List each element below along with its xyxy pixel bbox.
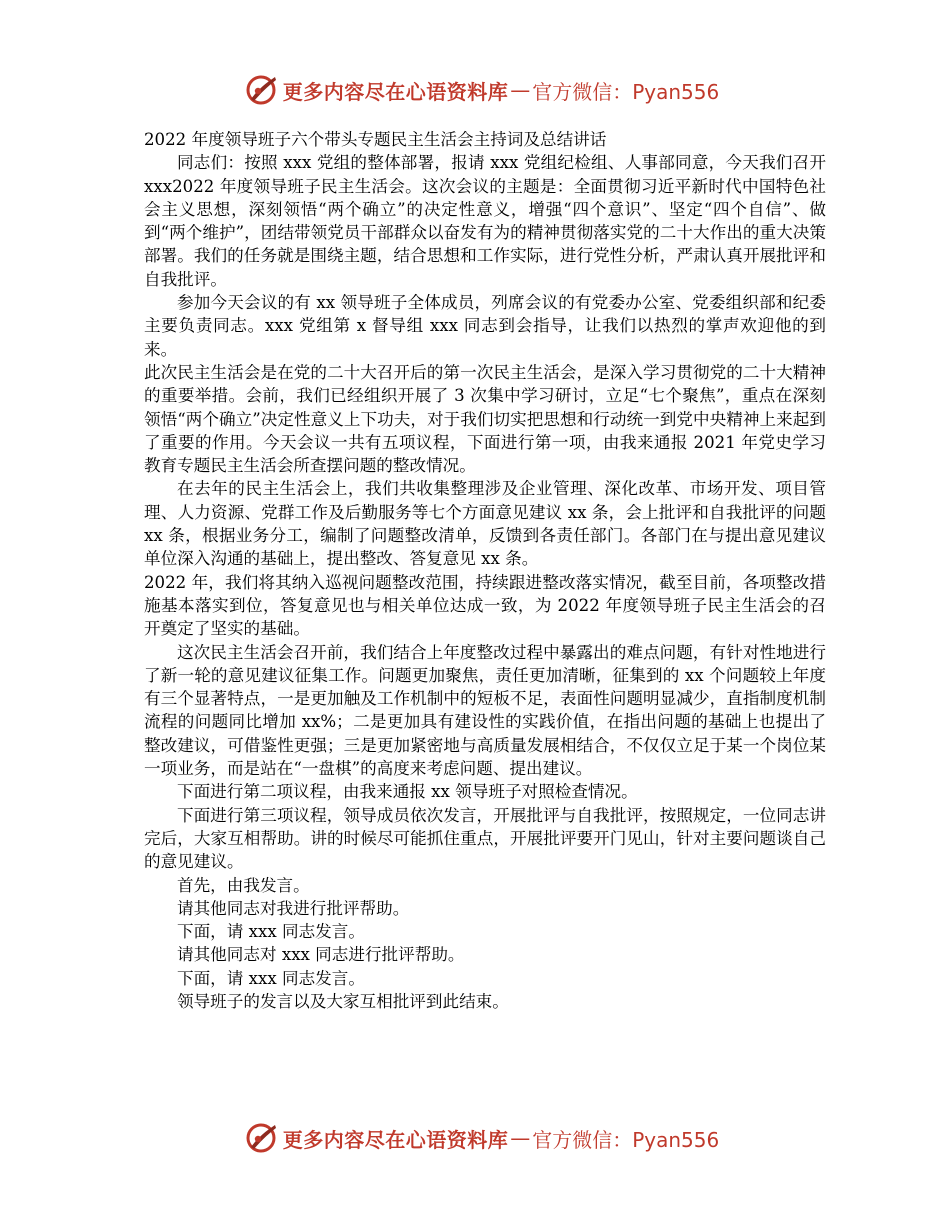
document-title: 2022 年度领导班子六个带头专题民主生活会主持词及总结讲话 <box>144 130 607 149</box>
paragraph: 同志们：按照 xxx 党组的整体部署，报请 xxx 党组纪检组、人事部同意，今天我们召开 xxx2022 年度领导班子民主生活会。这次会议的主题是：全面贯彻习近平新时代中国特色社会主义思想，深刻领悟“两个确立”的决定性意义，增强“四个意识”、坚定“四个自信”、做到“两个维护”，团结带领党员干部群众以奋发有为的精神贯彻落实党的二十大作出的重大决策部署。我们的任务就是围绕主题，结合思想和工作实际，进行党性分析，严肃认真开展批评和自我批评。 <box>144 153 826 289</box>
paragraph: 下面进行第二项议程，由我来通报 xx 领导班子对照检查情况。 <box>177 782 638 802</box>
paragraph: 领导班子的发言以及大家互相批评到此结束。 <box>177 991 509 1011</box>
paragraph: 下面，请 xxx 同志发言。 <box>177 922 365 942</box>
paragraph: 2022 年，我们将其纳入巡视问题整改范围，持续跟进整改落实情况，截至目前，各项整改措施基本落实到位，答复意见也与相关单位达成一致，为 2022 年度领导班子民主生活会的召开奠定了坚实的基础。 <box>144 572 826 639</box>
banner-brand-text: 更多内容尽在心语资料库 <box>282 79 509 104</box>
document-body <box>144 128 826 1013</box>
banner-contact-text: 官方微信：Pyan556 <box>532 1127 720 1152</box>
paragraph: 此次民主生活会是在党的二十大召开后的第一次民主生活会，是深入学习贯彻党的二十大精神的重要举措。会前，我们已经组织开展了 3 次集中学习研讨，立足“七个聚焦”，重点在深刻领悟“两个确立”决定性意义上下功夫，对于我们切实把思想和行动统一到党中央精神上来起到了重要的作用。今天会议一共有五项议程，下面进行第一项，由我来通报 2021 年党史学习教育专题民主生活会所查摆问题的整改情况。 <box>144 362 826 476</box>
banner-content <box>245 1121 720 1155</box>
paragraph: 下面，请 xxx 同志发言。 <box>177 968 365 988</box>
paragraph: 在去年的民主生活会上，我们共收集整理涉及企业管理、深化改革、市场开发、项目管理、人力资源、党群工作及后勤服务等七个方面意见建议 xx 条，会上批评和自我批评的问题 xx 条，根据业务分工，编制了问题整改清单，反馈到各责任部门。各部门在与提出意见建议单位深入沟通的基础上，提出整改、答复意见 xx 条。 <box>144 479 826 569</box>
banner-content <box>245 73 720 107</box>
banner-brand-text: 更多内容尽在心语资料库 <box>282 1127 509 1152</box>
header-banner <box>0 70 950 110</box>
footer-banner <box>0 1118 950 1158</box>
banner-separator: — <box>510 78 531 102</box>
paragraph: 首先，由我发言。 <box>177 875 310 895</box>
paragraph: 这次民主生活会召开前，我们结合上年度整改过程中暴露出的难点问题，有针对性地进行了新一轮的意见建议征集工作。问题更加聚焦，责任更加清晰，征集到的 xx 个问题较上年度有三个显著特点，一是更加触及工作机制中的短板不足，表面性问题明显减少，直指制度机制流程的问题同比增加 xx%；二是更加具有建设性的实践价值，在指出问题的基础上也提出了整改建议，可借鉴性更强；三是更加紧密地与高质量发展相结合，不仅仅立足于某一个岗位某一项业务，而是站在“一盘棋”的高度来考虑问题、提出建议。 <box>144 642 826 779</box>
paragraph: 请其他同志对 xxx 同志进行批评帮助。 <box>177 945 465 965</box>
brush-logo-icon <box>245 1121 279 1155</box>
paragraph: 参加今天会议的有 xx 领导班子全体成员，列席会议的有党委办公室、党委组织部和纪委主要负责同志。xxx 党组第 x 督导组 xxx 同志到会指导，让我们以热烈的掌声欢迎他的到来。 <box>144 293 826 359</box>
paragraph: 请其他同志对我进行批评帮助。 <box>177 898 410 918</box>
paragraph: 下面进行第三项议程，领导成员依次发言，开展批评与自我批评，按照规定，一位同志讲完后，大家互相帮助。讲的时候尽可能抓住重点，开展批评要开门见山，针对主要问题谈自己的意见建议。 <box>144 805 826 872</box>
banner-separator: — <box>510 1126 531 1150</box>
brush-logo-icon <box>245 73 279 107</box>
banner-contact-text: 官方微信：Pyan556 <box>532 79 720 104</box>
